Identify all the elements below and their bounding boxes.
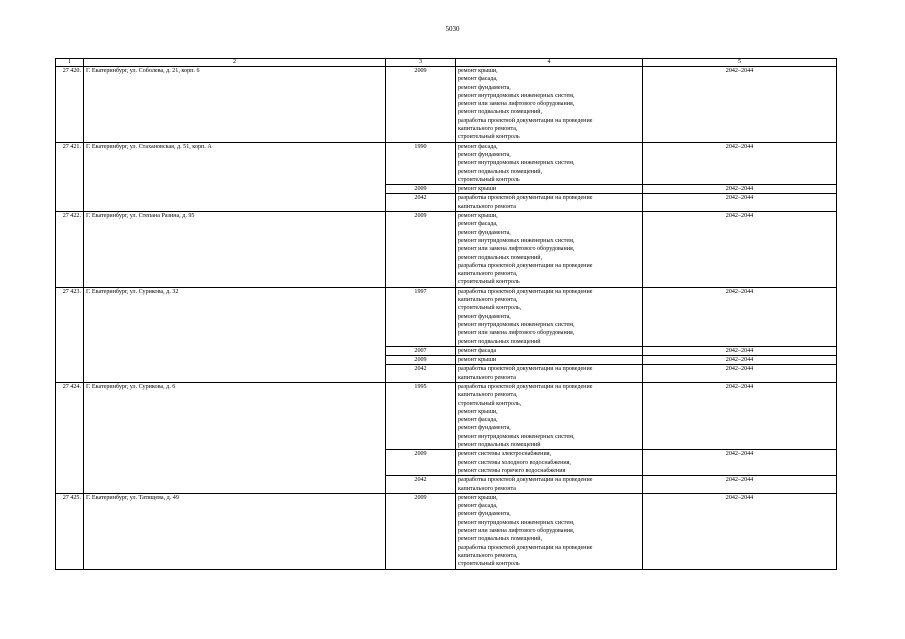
period-cell: 2042–2044 <box>643 365 837 383</box>
work-item: ремонт фундамента, <box>458 151 511 158</box>
year-cell: 2009 <box>386 67 456 143</box>
work-item: разработка проектной документации на проведение <box>458 544 593 551</box>
work-item: ремонт внутридомовых инженерных систем, <box>458 92 575 99</box>
work-item: разработка проектной документации на проведение <box>458 288 593 295</box>
table-row <box>56 382 837 449</box>
work-item: ремонт системы горячего водоснабжения <box>458 467 566 474</box>
work-item: ремонт подвальных помещений, <box>458 536 543 543</box>
address-cell: Г. Екатеринбург, ул. Стахановская, д. 51, корп. А <box>84 142 386 211</box>
work-item: ремонт или замена лифтового оборудования, <box>458 330 575 337</box>
work-item: ремонт внутридомовых инженерных систем, <box>458 433 575 440</box>
work-item: ремонт крыши <box>458 186 497 193</box>
work-item: строительный контроль <box>458 279 520 286</box>
period-cell: 2042–2044 <box>643 194 837 212</box>
work-item: ремонт подвальных помещений, <box>458 168 543 175</box>
work-item: разработка проектной документации на проведение <box>458 262 593 269</box>
works-cell <box>456 356 643 365</box>
work-item: ремонт крыши, <box>458 68 498 74</box>
table-row <box>56 287 837 346</box>
address-cell: Г. Екатеринбург, ул. Соболева, д. 21, корп. 6 <box>84 67 386 143</box>
work-item: разработка проектной документации на проведение <box>458 117 593 124</box>
works-cell <box>456 346 643 355</box>
period-cell: 2042–2044 <box>643 142 837 184</box>
record-number: 27 422. <box>56 212 84 288</box>
works-cell <box>456 212 643 288</box>
work-item: ремонт фасада, <box>458 503 498 510</box>
work-item: капитального ремонта, <box>458 271 518 278</box>
work-item: строительный контроль <box>458 561 520 568</box>
work-item: ремонт подвальных помещений, <box>458 109 543 116</box>
work-item: ремонт фундамента, <box>458 313 511 320</box>
year-cell: 2042 <box>386 476 456 494</box>
work-item: ремонт внутридомовых инженерных систем, <box>458 237 575 244</box>
column-header: 1 <box>56 59 84 67</box>
page-number: 5030 <box>445 25 460 33</box>
works-cell <box>456 194 643 212</box>
work-item: строительный контроль <box>458 176 520 183</box>
work-item: ремонт подвальных помещений <box>458 442 541 449</box>
works-cell <box>456 67 643 143</box>
period-cell: 2042–2044 <box>643 493 837 569</box>
work-item: ремонт подвальных помещений <box>458 338 541 345</box>
record-number: 27 424. <box>56 382 84 493</box>
work-item: разработка проектной документации на проведение <box>458 477 593 484</box>
work-item: разработка проектной документации на проведение <box>458 366 593 373</box>
year-cell: 2009 <box>386 450 456 476</box>
address-cell: Г. Екатеринбург, ул. Степана Разина, д. 95 <box>84 212 386 288</box>
work-item: ремонт крыши, <box>458 494 498 501</box>
column-header: 4 <box>456 59 643 67</box>
work-item: ремонт внутридомовых инженерных систем, <box>458 321 575 328</box>
year-cell: 2007 <box>386 346 456 355</box>
works-cell <box>456 185 643 194</box>
work-item: ремонт фундамента, <box>458 425 511 432</box>
work-item: ремонт фасада, <box>458 417 498 424</box>
column-header: 3 <box>386 59 456 67</box>
period-cell: 2042–2044 <box>643 356 837 365</box>
period-cell: 2042–2044 <box>643 185 837 194</box>
works-cell <box>456 365 643 383</box>
record-number: 27 423. <box>56 287 84 382</box>
work-item: ремонт крыши, <box>458 213 498 220</box>
work-item: строительный контроль, <box>458 305 522 312</box>
work-item: ремонт фундамента, <box>458 511 511 518</box>
work-item: ремонт внутридомовых инженерных систем, <box>458 519 575 526</box>
work-item: ремонт или замена лифтового оборудования, <box>458 528 575 535</box>
work-item: ремонт или замена лифтового оборудования, <box>458 101 575 108</box>
work-item: капитального ремонта <box>458 203 516 210</box>
works-cell <box>456 450 643 476</box>
work-item: ремонт крыши <box>458 357 497 364</box>
year-cell: 2042 <box>386 194 456 212</box>
address-cell: Г. Екатеринбург, ул. Сурикова, д. 32 <box>84 287 386 382</box>
works-cell <box>456 287 643 346</box>
period-cell: 2042–2044 <box>643 67 837 143</box>
period-cell: 2042–2044 <box>643 476 837 494</box>
year-cell: 2009 <box>386 356 456 365</box>
work-item: ремонт фундамента, <box>458 229 511 236</box>
work-item: строительный контроль <box>458 134 520 141</box>
table-row <box>56 212 837 288</box>
period-cell: 2042–2044 <box>643 287 837 346</box>
year-cell: 1995 <box>386 382 456 449</box>
work-item: ремонт системы электроснабжения, <box>458 451 552 458</box>
table-row <box>56 142 837 184</box>
table-body <box>56 67 837 570</box>
work-item: капитального ремонта, <box>458 392 518 399</box>
work-item: ремонт или замена лифтового оборудования, <box>458 246 575 253</box>
work-item: капитального ремонта <box>458 374 516 381</box>
work-item: разработка проектной документации на проведение <box>458 383 593 390</box>
work-item: ремонт крыши, <box>458 408 498 415</box>
record-number: 27 421. <box>56 142 84 211</box>
year-cell: 2009 <box>386 185 456 194</box>
work-item: строительный контроль, <box>458 400 522 407</box>
record-number: 27 425. <box>56 493 84 569</box>
period-cell: 2042–2044 <box>643 382 837 449</box>
header-row <box>56 59 837 67</box>
work-item: ремонт внутридомовых инженерных систем, <box>458 160 575 167</box>
year-cell: 1997 <box>386 287 456 346</box>
work-item: капитального ремонта, <box>458 126 518 133</box>
work-item: ремонт фасада <box>458 347 497 354</box>
works-cell <box>456 476 643 494</box>
table-row <box>56 67 837 143</box>
work-item: капитального ремонта <box>458 485 516 492</box>
works-cell <box>456 142 643 184</box>
work-item: ремонт системы холодного водоснабжения, <box>458 459 571 466</box>
work-item: ремонт фасада, <box>458 76 498 83</box>
work-item: разработка проектной документации на проведение <box>458 195 593 202</box>
work-item: ремонт фасада, <box>458 221 498 228</box>
address-cell: Г. Екатеринбург, ул. Татищева, д. 49 <box>84 493 386 569</box>
work-item: ремонт фундамента, <box>458 84 511 91</box>
period-cell: 2042–2044 <box>643 212 837 288</box>
column-header: 5 <box>643 59 837 67</box>
works-cell <box>456 493 643 569</box>
year-cell: 2009 <box>386 493 456 569</box>
works-cell <box>456 382 643 449</box>
capital-repair-table <box>55 58 837 570</box>
period-cell: 2042–2044 <box>643 346 837 355</box>
address-cell: Г. Екатеринбург, ул. Сурикова, д. 6 <box>84 382 386 493</box>
column-header: 2 <box>84 59 386 67</box>
table-row <box>56 493 837 569</box>
year-cell: 1990 <box>386 142 456 184</box>
record-number: 27 420. <box>56 67 84 143</box>
year-cell: 2009 <box>386 212 456 288</box>
work-item: ремонт подвальных помещений, <box>458 254 543 261</box>
year-cell: 2042 <box>386 365 456 383</box>
period-cell: 2042–2044 <box>643 450 837 476</box>
work-item: капитального ремонта, <box>458 552 518 559</box>
work-item: капитального ремонта, <box>458 297 518 304</box>
work-item: ремонт фасада, <box>458 143 498 150</box>
